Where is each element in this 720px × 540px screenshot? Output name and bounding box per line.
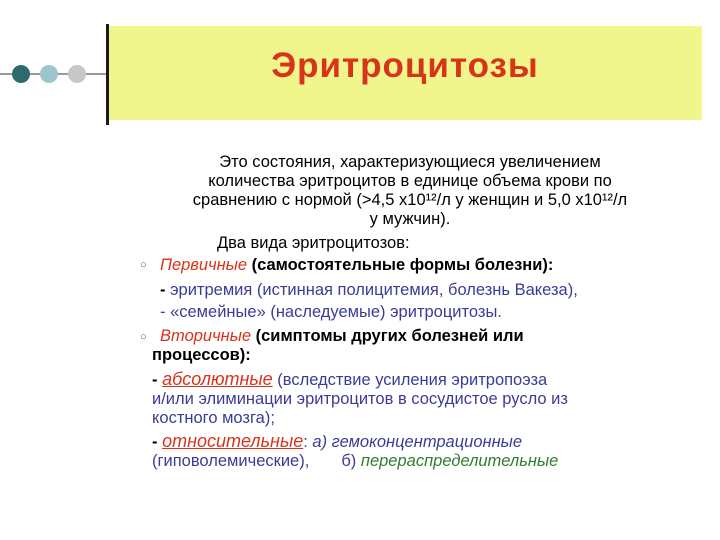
intro-line: сравнению с нормой (>4,5 х10¹²/л у женщин и 5,0 х10¹²/л (192, 191, 628, 209)
bullet-icon: ○ (140, 259, 147, 271)
dash: - (152, 371, 163, 389)
secondary-desc-2: процессов): (152, 346, 251, 364)
primary-name: Первичные (160, 256, 248, 274)
primary-desc: (самостоятельные формы болезни): (247, 256, 554, 274)
bullet-icon: ○ (140, 331, 147, 343)
absolute-desc-2: и/или элиминации эритроцитов в сосудистое русло из (152, 390, 568, 408)
primary-heading (160, 256, 553, 275)
secondary-name: Вторичные (160, 327, 252, 345)
absolute-desc-1: (вследствие усиления эритропоэза (272, 371, 548, 389)
secondary-relative (152, 432, 522, 452)
secondary-heading (160, 327, 524, 346)
intro-line: Это состояния, характеризующиеся увеличением (219, 153, 601, 171)
relative-colon: : (303, 433, 313, 451)
light-teal-dot-icon (40, 65, 58, 83)
dark-teal-dot-icon (12, 65, 30, 83)
primary-item-2: - «семейные» (наследуемые) эритроцитозы. (160, 303, 502, 321)
intro-text (150, 153, 670, 229)
dash: - (160, 281, 171, 299)
absolute-desc-3: костного мозга); (152, 409, 275, 427)
relative-a: а) гемоконцентрационные (312, 433, 522, 451)
secondary-relative-cont (152, 452, 558, 471)
relative-b: перераспределительные (360, 452, 559, 470)
types-heading-text: Два вида эритроцитозов: (217, 234, 410, 252)
gray-dot-icon (68, 65, 86, 83)
intro-line: количества эритроцитов в единице объема крови по (208, 172, 612, 190)
secondary-absolute (152, 370, 547, 390)
dash: - (152, 433, 163, 451)
relative-a-cont: (гиповолемические), (152, 452, 310, 470)
secondary-desc: (симптомы других болезней или (251, 327, 524, 345)
intro-line: у мужчин). (369, 210, 451, 228)
types-heading (217, 234, 410, 253)
primary-item-1 (160, 281, 578, 300)
secondary-heading-cont (152, 346, 251, 365)
relative-label: относительные (162, 431, 304, 451)
relative-b-prefix: б) (341, 452, 361, 470)
primary-item-1-text: эритремия (истинная полицитемия, болезнь Вакеза), (170, 281, 578, 299)
absolute-label: абсолютные (162, 369, 273, 389)
slide-title: Эритроцитозы (271, 46, 539, 85)
